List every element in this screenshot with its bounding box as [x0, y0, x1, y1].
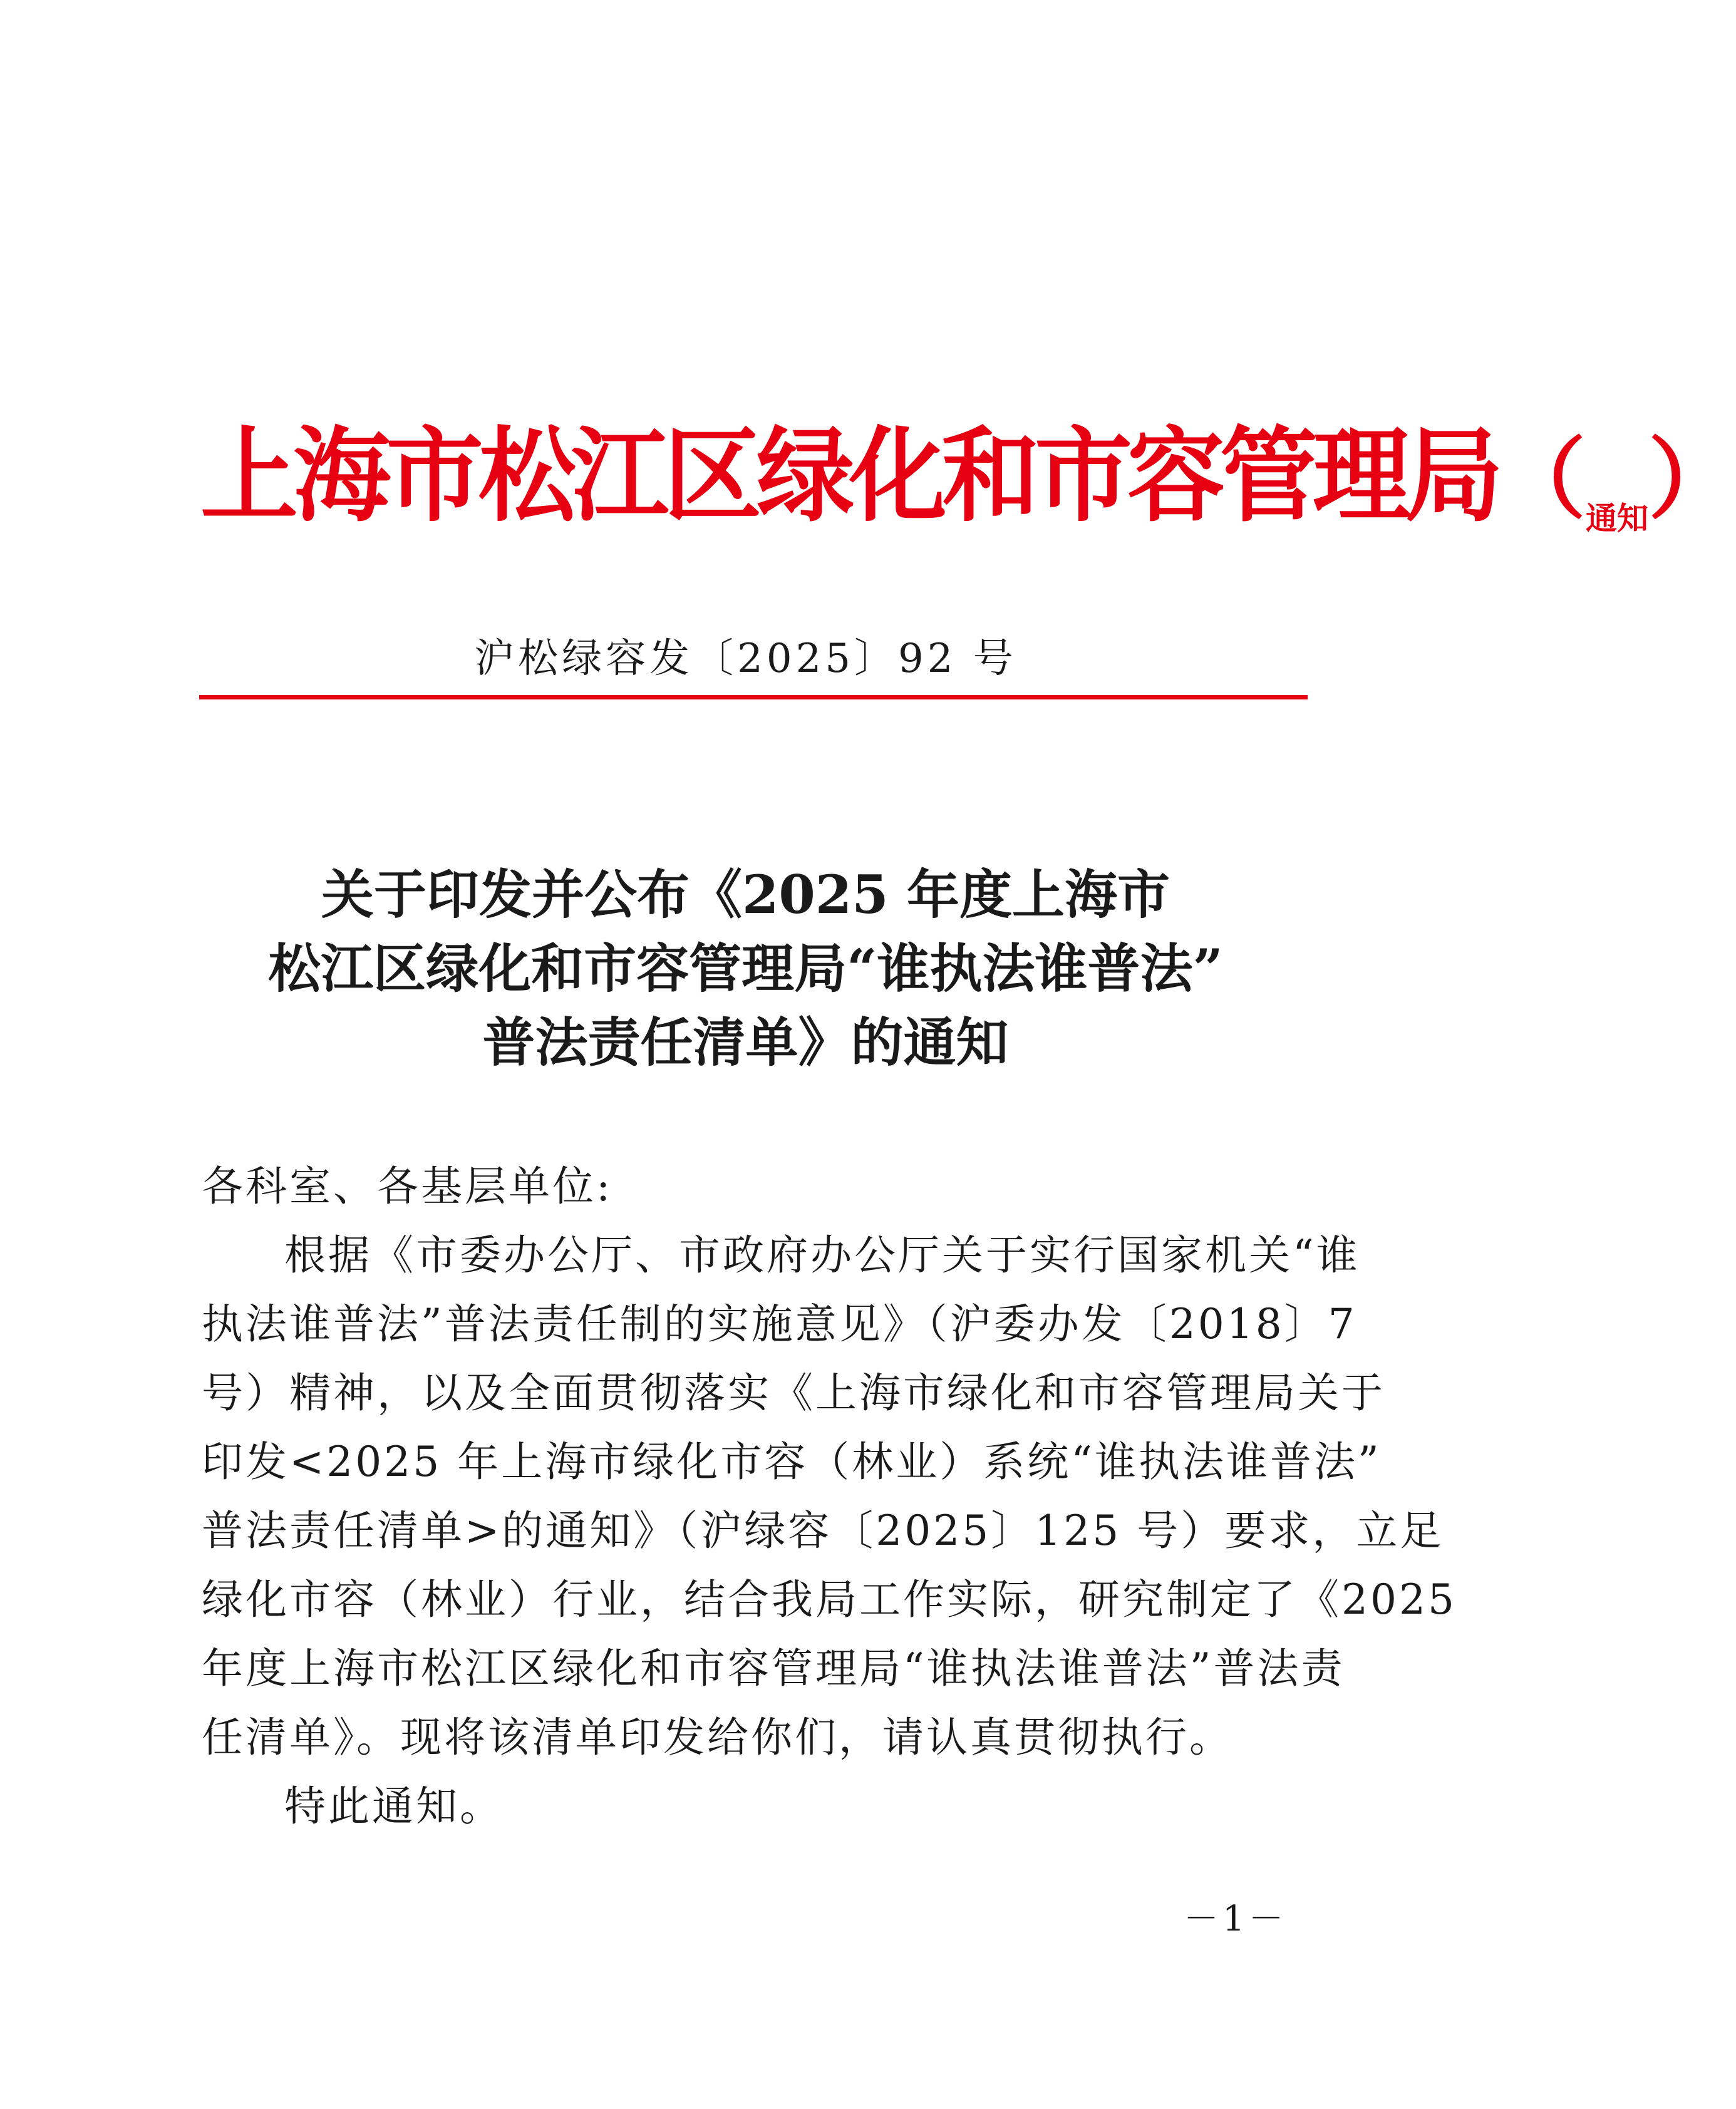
paragraph-line: 年度上海市松江区绿化和市容管理局“谁执法谁普法”普法责: [202, 1644, 1345, 1693]
letterhead: [200, 413, 1736, 539]
letterhead-doc-type: 通知: [1586, 499, 1649, 537]
letterhead-paren-open: （: [1498, 428, 1586, 531]
paragraph-line: 普法责任清单>的通知》（沪绿容〔2025〕125 号）要求，立足: [202, 1507, 1444, 1555]
paragraph-line: 根据《市委办公厅、市政府办公厅关于实行国家机关“谁: [284, 1231, 1360, 1279]
title-line-3: 普法责任清单》的通知: [482, 1011, 1009, 1073]
paragraph-line: 绿化市容（林业）行业，结合我局工作实际，研究制定了《2025: [202, 1575, 1457, 1624]
title-line-2: 松江区绿化和市容管理局“谁执法谁普法”: [268, 937, 1223, 999]
letterhead-paren-close: ）: [1648, 428, 1736, 531]
letterhead-org-name: 上海市松江区绿化和市容管理局: [200, 415, 1498, 536]
red-divider-line: [199, 695, 1308, 699]
closing-line: 特此通知。: [284, 1782, 504, 1830]
document-number: 沪松绿容发〔2025〕92 号: [474, 636, 1017, 682]
paragraph-line: 执法谁普法”普法责任制的实施意见》（沪委办发〔2018〕7: [202, 1300, 1357, 1348]
paragraph-line: 任清单》。现将该清单印发给你们，请认真贯彻执行。: [202, 1713, 1233, 1761]
paragraph-line: 号）精神，以及全面贯彻落实《上海市绿化和市容管理局关于: [202, 1369, 1385, 1417]
salutation: 各科室、各基层单位:: [202, 1162, 613, 1210]
document-title: [0, 858, 1491, 1080]
page-number: －1－: [1184, 1899, 1288, 1939]
document-body: [202, 1152, 1457, 1841]
title-line-1: 关于印发并公布《2025 年度上海市: [321, 864, 1170, 926]
paragraph-line: 印发<2025 年上海市绿化市容（林业）系统“谁执法谁普法”: [202, 1438, 1382, 1486]
